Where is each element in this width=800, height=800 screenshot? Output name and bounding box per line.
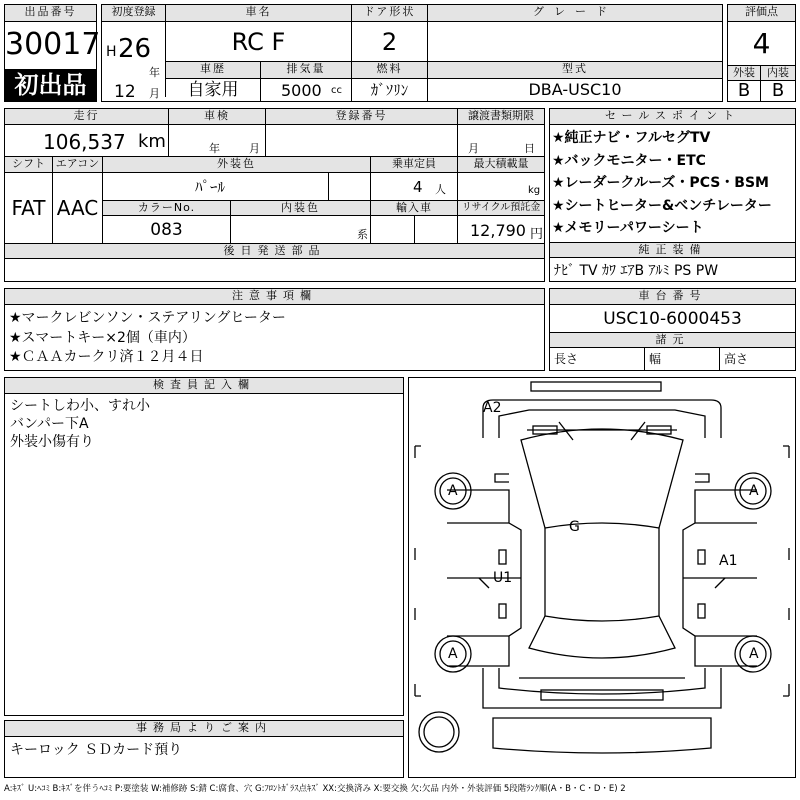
capacity-cell [371, 173, 458, 201]
inspection-cell [169, 125, 266, 157]
intcolor-unit: 系 [357, 228, 368, 241]
capacity-unit: 人 [435, 183, 446, 196]
capacity-label: 乗車定員 [371, 157, 458, 173]
chassis-value: USC10-6000453 [550, 305, 795, 333]
first-reg-month: 12 [114, 82, 136, 102]
mark-tire-fr: A [749, 483, 759, 499]
inspection-year-suffix: 年 [209, 142, 220, 155]
inspector-line: 外装小傷有り [10, 434, 94, 450]
mark-a1: A1 [719, 553, 738, 569]
sales-item: ★バックモニター・ETC [552, 152, 706, 169]
inspector-label: 検査員記入欄 [5, 378, 403, 394]
sales-item: ★メモリーパワーシート [552, 220, 704, 236]
office-label: 事務局よりご案内 [5, 721, 403, 737]
shift-value: FAT [5, 173, 53, 244]
load-cell [458, 173, 544, 201]
office-text: キーロック ＳＤカード預り [10, 742, 183, 758]
note-item: ★ＣＡＡカークリ済１２月４日 [9, 349, 204, 365]
mark-g: G [569, 519, 580, 535]
dims-label: 諸元 [550, 333, 795, 348]
inspector-panel [4, 377, 404, 716]
sales-label: セールスポイント [550, 109, 795, 125]
load-label: 最大積載量 [458, 157, 544, 173]
interior-label: 内装 [761, 66, 795, 81]
first-listing-badge: 初出品 [5, 69, 96, 102]
legend-text: A:ｷｽﾞ U:ﾍｺﾐ B:ｷｽﾞを伴うﾍｺﾐ P:要塗装 W:補修跡 S:錆 C:腐食、穴 G:ﾌﾛﾝﾄｶﾞﾗｽ点ｷｽﾞ XX:交換済み X:要交換 欠:欠品 内外・外装評価 5段階ﾗﾝｸ順(A・B・C・D・E) 2 [4, 784, 626, 794]
color-extra-cell [329, 173, 371, 201]
transfer-label: 譲渡書類期限 [458, 109, 544, 125]
sales-list [552, 127, 794, 240]
office-panel [4, 720, 404, 778]
inspector-line: シートしわ小、すれ小 [10, 398, 150, 414]
displacement-value: 5000 [281, 81, 322, 100]
note-item: ★マークレビンソン・ステアリングヒーター [9, 310, 286, 326]
fuel-value: ｶﾞｿﾘﾝ [352, 79, 428, 101]
inspector-notes [10, 397, 150, 451]
score-label: 評価点 [728, 5, 795, 22]
notes-list [9, 309, 286, 368]
note-item: ★スマートキー×2個（車内） [9, 329, 196, 346]
notes-label: 注意事項欄 [5, 289, 544, 305]
displacement-unit: cc [331, 85, 342, 96]
import-label: 輸入車 [371, 201, 458, 216]
later-parts-label: 後日発送部品 [5, 244, 544, 259]
month-suffix: 月 [149, 87, 160, 100]
recycle-value: 12,790 [470, 221, 526, 240]
chassis-label: 車台番号 [550, 289, 795, 305]
width-label: 幅 [645, 348, 720, 370]
ac-value: AAC [53, 173, 103, 244]
fuel-label: 燃料 [352, 62, 428, 79]
year-suffix: 年 [149, 66, 160, 79]
vehicle-detail-panel [4, 108, 545, 282]
inspector-line: バンパー下A [10, 416, 89, 432]
recycle-unit: 円 [530, 227, 544, 242]
recycle-cell [458, 216, 544, 244]
color-label: 外装色 [103, 157, 371, 173]
transfer-cell [458, 125, 544, 157]
exterior-label: 外装 [728, 66, 761, 81]
inspection-label: 車検 [169, 109, 266, 125]
car-name-label: 車名 [166, 5, 352, 22]
transfer-month-suffix: 月 [468, 142, 479, 155]
interior-score: B [771, 80, 785, 101]
exterior-score: B [728, 81, 761, 101]
first-reg-cell [102, 22, 166, 102]
history-value: 自家用 [166, 79, 261, 101]
lot-number: 30017 [5, 27, 101, 62]
mark-tire-rr: A [749, 646, 759, 662]
mileage-unit: km [138, 131, 166, 152]
colorno-label: カラーNo. [103, 201, 231, 216]
notes-panel [4, 288, 545, 371]
lot-label: 出品番号 [5, 5, 96, 22]
capacity-value: 4 [413, 178, 423, 196]
displacement-cell [261, 79, 352, 101]
first-reg-label: 初度登録 [102, 5, 166, 22]
sales-item: ★レーダークルーズ・PCS・BSM [552, 175, 769, 191]
sales-item: ★純正ナビ・フルセグTV [552, 130, 711, 146]
model-value: DBA-USC10 [528, 80, 622, 99]
shift-label: シフト [5, 157, 53, 173]
sales-item: ★シートヒーター&ベンチレーター [552, 197, 772, 214]
mark-tire-rl: A [448, 646, 458, 662]
lot-panel [4, 4, 101, 102]
first-reg-year: 26 [118, 34, 152, 64]
regno-value [266, 125, 458, 157]
mark-tire-fl: A [448, 483, 458, 499]
mileage-label: 走行 [5, 109, 169, 125]
intcolor-label: 内装色 [231, 201, 371, 216]
doors-label: ドア形状 [352, 5, 428, 22]
length-label: 長さ [550, 348, 645, 370]
equip-label: 純正装備 [550, 242, 795, 258]
displacement-label: 排気量 [261, 62, 352, 79]
regno-label: 登録番号 [266, 109, 458, 125]
import-cell-a [371, 216, 415, 244]
import-cell-b [415, 216, 458, 244]
colorno-value: 083 [103, 216, 231, 244]
load-unit: kg [528, 185, 541, 196]
ac-label: エアコン [53, 157, 103, 173]
intcolor-cell [231, 216, 371, 244]
grade-label: グレード [428, 5, 722, 22]
score-panel [727, 4, 796, 102]
mileage-value: 106,537 [43, 130, 126, 154]
mileage-cell [5, 125, 169, 157]
car-name: RC F [166, 22, 352, 62]
inspection-month-suffix: 月 [249, 142, 260, 155]
recycle-label: リサイクル預託金 [458, 201, 544, 216]
transfer-day-suffix: 日 [524, 142, 535, 155]
car-diagram [409, 378, 795, 777]
history-label: 車歴 [166, 62, 261, 79]
sales-panel [549, 108, 796, 282]
mark-a2: A2 [483, 400, 502, 416]
doors-value: 2 [352, 22, 428, 62]
era-prefix: H [106, 44, 117, 60]
car-diagram-panel [408, 377, 796, 778]
grade-value [428, 22, 722, 62]
color-value: ﾊﾟｰﾙ [103, 173, 329, 201]
mark-u1: U1 [493, 570, 513, 586]
chassis-panel [549, 288, 796, 371]
model-label: 型式 [428, 62, 722, 79]
vehicle-main-panel [101, 4, 723, 102]
height-label: 高さ [724, 352, 749, 366]
score-value: 4 [728, 22, 795, 66]
equip-value: ﾅﾋﾞ TV ｶﾜ ｴｱB ｱﾙﾐ PS PW [554, 263, 719, 279]
